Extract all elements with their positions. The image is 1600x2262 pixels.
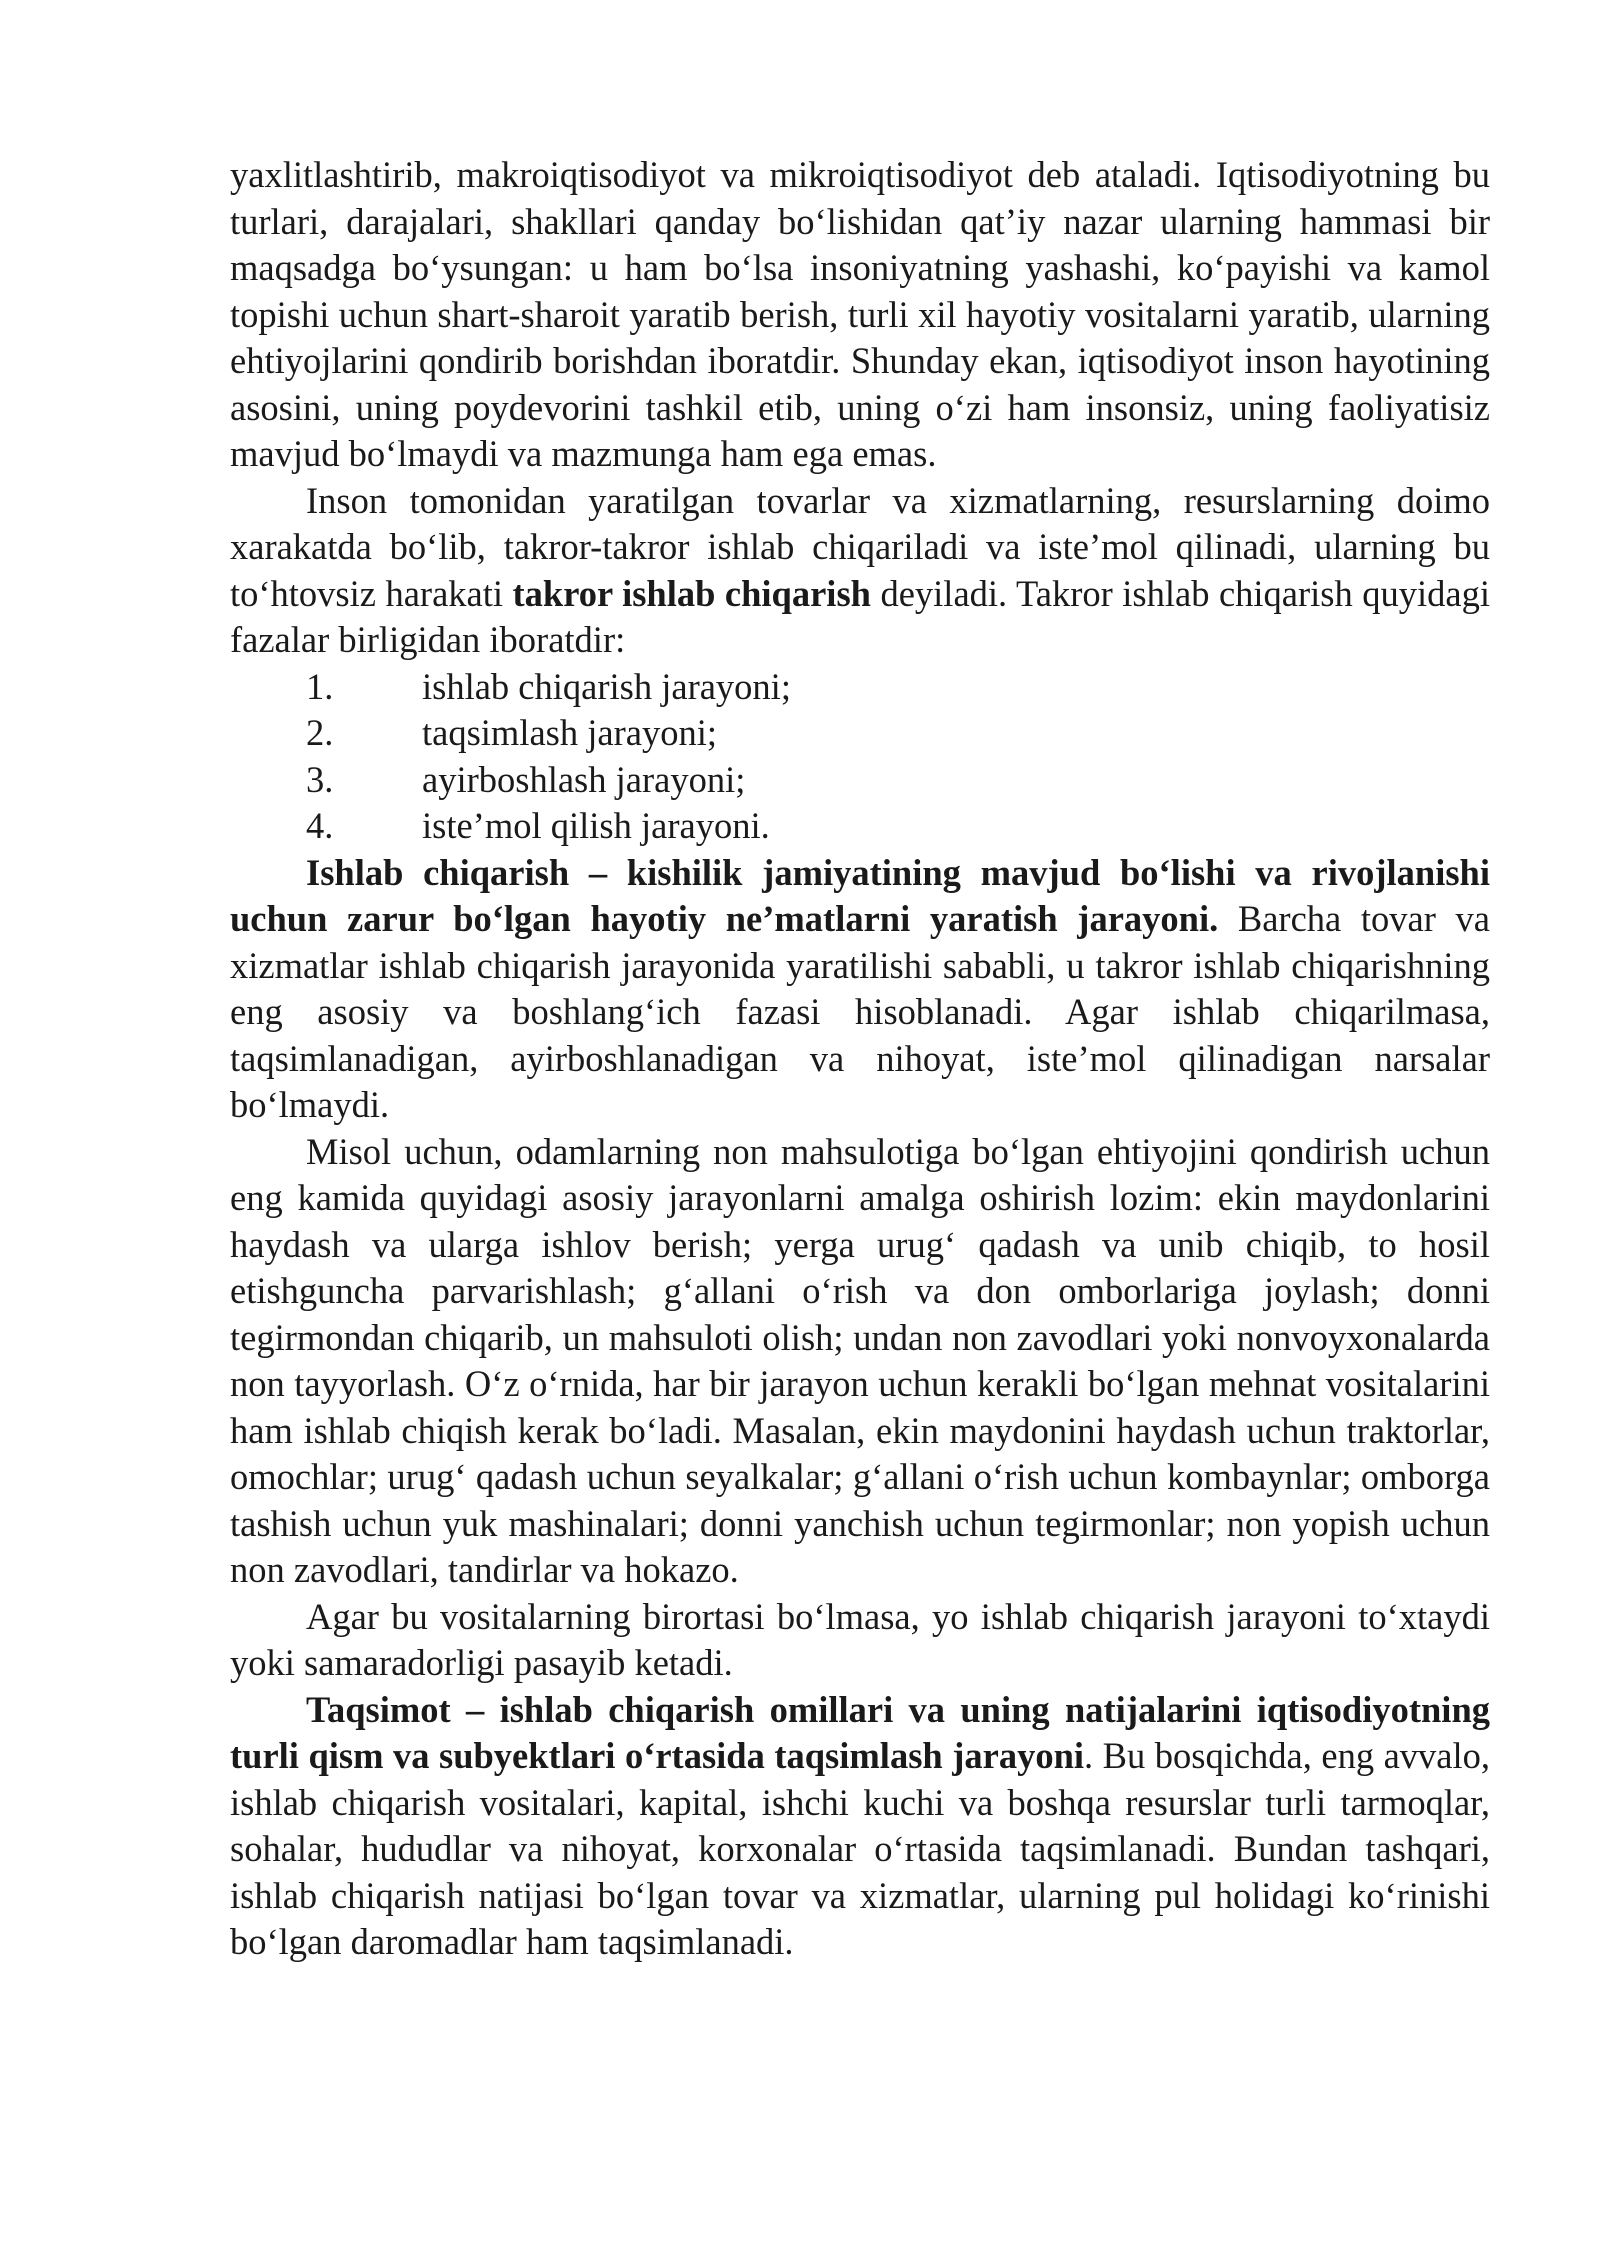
- paragraph-2: [230, 478, 1490, 664]
- paragraph-3: [230, 850, 1490, 1129]
- list-item-text: isteʼmol qilish jarayoni.: [422, 805, 770, 846]
- list-item-number: 3.: [306, 758, 334, 800]
- paragraph-5: Agar bu vositalarning birortasi boʻlmasa, yo ishlab chiqarish jarayoni toʻxtaydi yoki samaradorligi pasayib ketadi.: [230, 1595, 1490, 1683]
- paragraph-6-text: . Bu bosqichda, eng avvalo, ishlab chiqarish vositalari, kapital, ishchi kuchi va boshqa resurslar turli tarmoqlar, sohalar, hududlar va nihoyat, korxonalar oʻrtasida taqsimlanadi. Bundan tashqari, ishlab chiqarish natijasi boʻlgan tovar va xizmatlar, ularning pul holidagi koʻrinishi boʻlgan daromadlar ham taqsimlanadi.: [230, 1735, 1490, 1962]
- paragraph-6: [230, 1687, 1490, 1966]
- list-item-number: 1.: [306, 665, 334, 707]
- document-page: [230, 152, 1490, 1966]
- paragraph-2-text-a: Inson tomonidan yaratilgan tovarlar va xizmatlarning, resurslarning doimo xarakatda boʻlib, takror-takror ishlab chiqariladi va isteʼmol qilinadi, ularning bu toʻhtovsiz harakati: [230, 479, 1490, 614]
- term-takror-ishlab-chiqarish: takror ishlab chiqarish: [512, 572, 871, 614]
- paragraph-1: yaxlitlashtirib, makroiqtisodiyot va mikroiqtisodiyot deb ataladi. Iqtisodiyotning bu turlari, darajalari, shakllari qanday boʻlishidan qatʼiy nazar ularning hammasi bir maqsadga boʻysungan: u ham boʻlsa insoniyatning yashashi, koʻpayishi va kamol topishi uchun shart-sharoit yaratib berish, turli xil hayotiy vositalarni yaratib, ularning ehtiyojlarini qondirib borishdan iboratdir. Shunday ekan, iqtisodiyot inson hayotining asosini, uning poydevorini tashkil etib, uning oʻzi ham insonsiz, uning faoliyatisiz mavjud boʻlmaydi va mazmunga ham ega emas.: [230, 154, 1490, 474]
- list-item-number: 4.: [306, 805, 334, 846]
- phases-list: [230, 664, 1490, 850]
- paragraph-3-text: Barcha tovar va xizmatlar ishlab chiqarish jarayonida yaratilishi sababli, u takror ishlab chiqarishning eng asosiy va boshlangʻich fazasi hisoblanadi. Agar ishlab chiqarilmasa, taqsimlanadigan, ayirboshlanadigan va nihoyat, isteʼmol qilinadigan narsalar boʻlmaydi.: [230, 898, 1490, 1125]
- list-item: [230, 757, 1490, 804]
- paragraph-2-text-b: deyiladi. Takror ishlab chiqarish quyidagi fazalar birligidan iboratdir:: [230, 572, 1490, 660]
- list-item-text: taqsimlash jarayoni;: [422, 712, 717, 753]
- list-item: [230, 710, 1490, 757]
- definition-taqsimot: Taqsimot – ishlab chiqarish omillari va uning natijalarini iqtisodiyotning turli qism va subyektlari oʻrtasida taqsimlash jarayoni: [230, 1688, 1490, 1776]
- list-item: [230, 803, 1490, 850]
- paragraph-4: Misol uchun, odamlarning non mahsulotiga boʻlgan ehtiyojini qondirish uchun eng kamida quyidagi asosiy jarayonlarni amalga oshirish lozim: ekin maydonlarini haydash va ularga ishlov berish; yerga urugʻ qadash va unib chiqib, to hosil etishguncha parvarishlash; gʻallani oʻrish va don omborlariga joylash; donni tegirmondan chiqarib, un mahsuloti olish; undan non zavodlari yoki nonvoyxonalarda non tayyorlash. Oʻz oʻrnida, har bir jarayon uchun kerakli boʻlgan mehnat vositalarini ham ishlab chiqish kerak boʻladi. Masalan, ekin maydonini haydash uchun traktorlar, omochlar; urugʻ qadash uchun seyalkalar; gʻallani oʻrish uchun kombaynlar; omborga tashish uchun yuk mashinalari; donni yanchish uchun tegirmonlar; non yopish uchun non zavodlari, tandirlar va hokazo.: [230, 1130, 1490, 1590]
- list-item-text: ishlab chiqarish jarayoni;: [422, 665, 791, 707]
- list-item-number: 2.: [306, 712, 334, 753]
- list-item-text: ayirboshlash jarayoni;: [422, 758, 746, 800]
- list-item: [230, 664, 1490, 711]
- definition-ishlab-chiqarish: Ishlab chiqarish – kishilik jamiyatining mavjud boʻlishi va rivojlanishi uchun zarur boʻlgan hayotiy neʼmatlarni yaratish jarayoni.: [230, 851, 1490, 939]
